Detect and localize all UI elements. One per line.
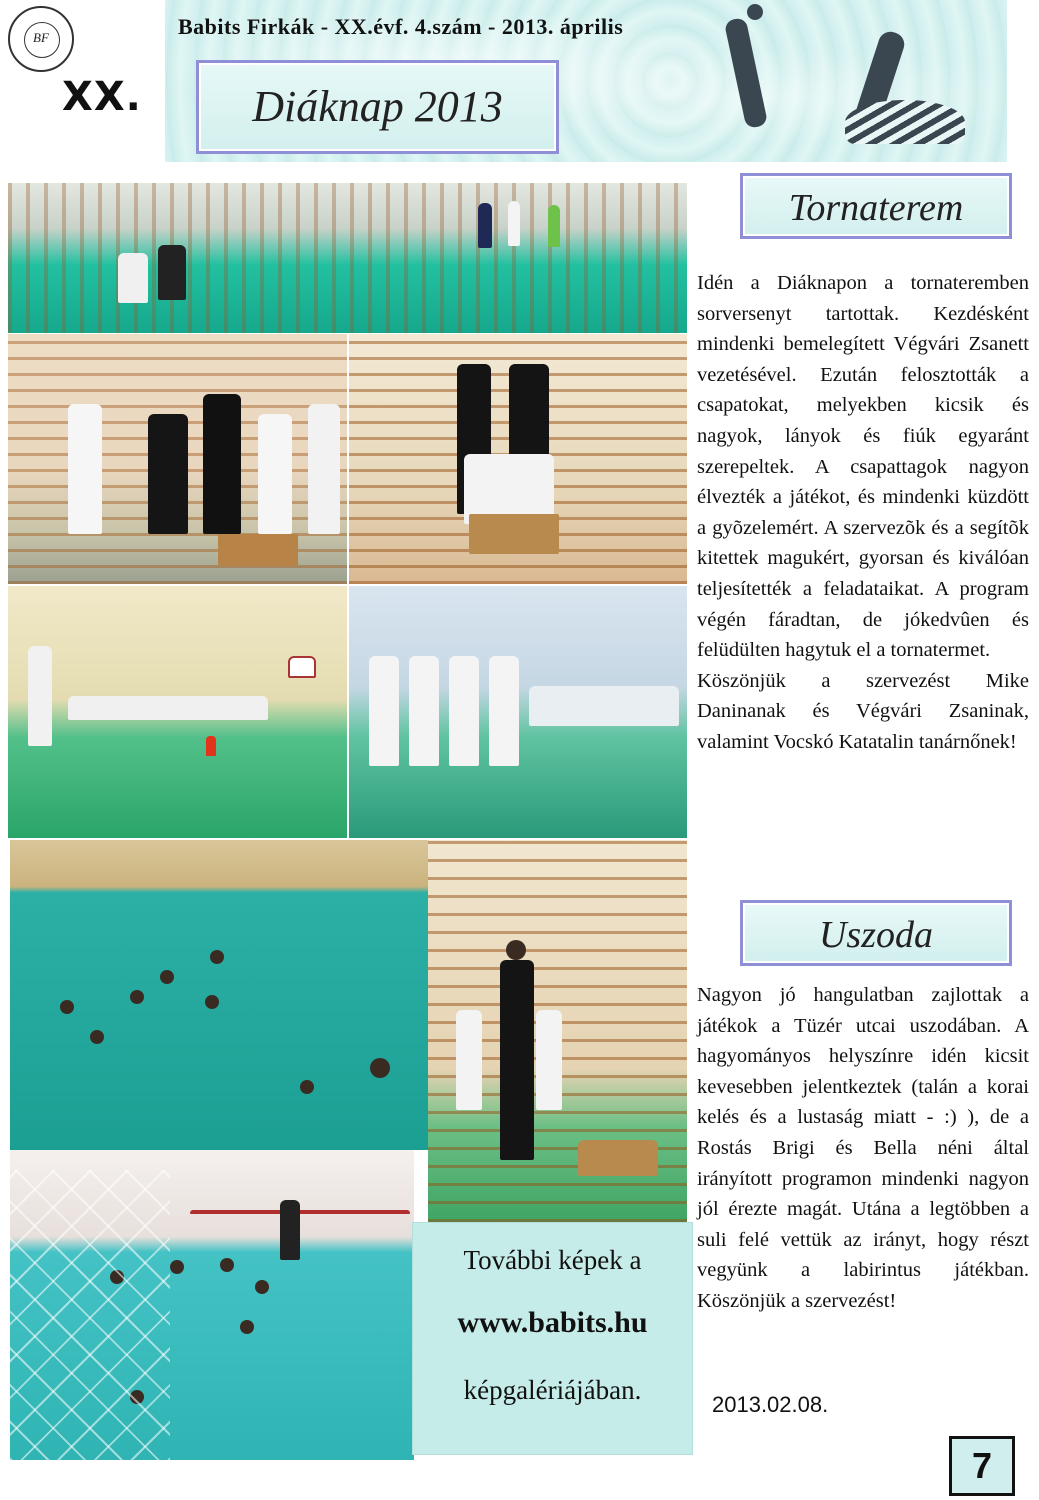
student-figure (308, 404, 340, 534)
section-heading-box (740, 173, 1012, 239)
student-figure (548, 205, 560, 247)
pool-photo-indoor (10, 1150, 414, 1460)
page-number-box (949, 1436, 1015, 1496)
gallery-note-line3: képgalériájában. (463, 1375, 642, 1405)
students-row (529, 686, 679, 726)
student-figure (489, 656, 519, 766)
gym-photo-coach (428, 840, 687, 1222)
article-paragraph: Nagyon jó hangulatban zajlottak a játékok a Tüzér utcai uszodában. A hagyományos helyszínre idén kicsit kevesebben jelentkeztek (talán a korai kelés és a lustaság miatt - :) ), de a Rostás Brigi és Bella néni által irányított programon mindenki nagyon jól érezte magát. Utána a legtöbben a suli felé vettük az irányt, hogy részt vegyünk a labirintus játékban. Köszönjük a szervezést! (697, 984, 1029, 1312)
vaulting-box (469, 514, 559, 554)
swimmer-head (60, 1000, 74, 1014)
swimmer-head (210, 950, 224, 964)
gallery-info-box (412, 1222, 693, 1455)
pool-photo-swimming (10, 840, 428, 1150)
vaulting-box (218, 534, 298, 566)
article-paragraph: Idén a Diáknapon a tornateremben sorversenyt tartottak. Kezdésként mindenki bemelegített Végvári Zsanett vezetésével. Ezután felosztották a csapatokat, melyekben kicsik és nagyok, lányok és fiúk egyaránt szerepeltek. A csapattagok nagyon élvezték a játékot, és mindenki küzdött a gyõzelemért. A szervezõk és a segítõk kitettek magukért, gyorsan és kiválóan teljesítették a feladataikat. A program végén fáradtan, de jókedvûen és felüdülten hagytuk el a tornatermet. (697, 272, 1029, 662)
swimmer-head (255, 1280, 269, 1294)
swimmer-head (130, 990, 144, 1004)
gallery-website-link[interactable]: www.babits.hu (457, 1306, 648, 1339)
teacher-figure (280, 1200, 300, 1260)
article-uszoda (697, 980, 1029, 1317)
student-figure (148, 414, 188, 534)
gallery-note-line1: További képek a (463, 1245, 642, 1275)
publication-title: Babits Firkák - XX.évf. 4.szám - 2013. április (178, 14, 624, 39)
student-figure (409, 656, 439, 766)
swimmer-head (370, 1058, 390, 1078)
swimmer-head (300, 1080, 314, 1094)
student-figure (478, 203, 492, 248)
gym-photo-group (8, 334, 347, 584)
logo-monogram: BF (33, 30, 49, 45)
main-title: Diáknap 2013 (252, 82, 503, 131)
swimmer-head (90, 1030, 104, 1044)
main-title-box (196, 60, 559, 154)
student-figure (369, 656, 399, 766)
student-figure (258, 414, 292, 534)
article-tornaterem (697, 268, 1029, 758)
article-date: 2013.02.08. (712, 1392, 829, 1417)
page-number: 7 (971, 1445, 993, 1486)
student-figure (68, 404, 102, 534)
swimmer-head (220, 1258, 234, 1272)
student-figure (449, 656, 479, 766)
swimmer-head (160, 970, 174, 984)
swimmer-head (205, 995, 219, 1009)
gym-photo-teams (349, 586, 687, 838)
student-figure (536, 1010, 562, 1110)
gym-photo-hall (8, 586, 347, 838)
student-figure (158, 245, 186, 300)
safety-net (10, 1170, 170, 1460)
section-title-tornaterem: Tornaterem (788, 187, 964, 229)
student-figure (456, 1010, 482, 1110)
volleyball-player-silhouette (724, 17, 768, 129)
students-row (68, 696, 268, 720)
issue-mark: XX. (62, 74, 142, 120)
student-figure (118, 253, 148, 303)
student-figure (203, 394, 241, 534)
pool-railing (190, 1210, 410, 1214)
traffic-cone (206, 736, 216, 756)
swimmer-head (170, 1260, 184, 1274)
coach-head (506, 940, 526, 960)
volleyball-player-head (747, 4, 763, 20)
gym-photo-wide (8, 183, 687, 333)
section-heading-box (740, 900, 1012, 966)
student-figure (28, 646, 52, 746)
vaulting-box (578, 1140, 658, 1176)
school-logo (8, 6, 74, 72)
article-paragraph: Köszönjük a szervezést Mike Daninanak és Végvári Zsaninak, valamint Vocskó Katatalin tanárnőnek! (697, 669, 1029, 753)
coach-figure (500, 960, 534, 1160)
gym-photo-relay (349, 334, 687, 584)
basketball-hoop (288, 656, 316, 678)
swimmer-head (240, 1320, 254, 1334)
section-title-uszoda: Uszoda (818, 914, 934, 956)
skater-dress (845, 100, 965, 144)
student-figure (508, 201, 520, 246)
